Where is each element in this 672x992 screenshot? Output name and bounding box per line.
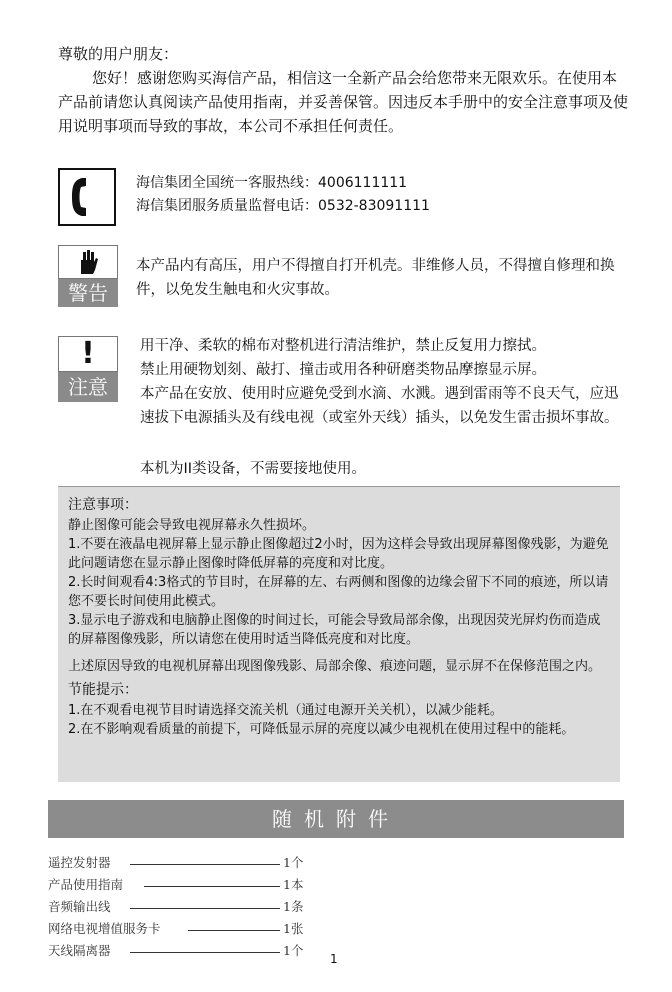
list-item <box>48 920 348 942</box>
warranty-note: 上述原因导致的电视机屏幕出现图像残影、局部余像、痕迹问题，显示屏不在保修范围之内。 <box>68 659 602 674</box>
notice-subheading: 静止图像可能会导致电视屏幕永久性损坏。 <box>68 518 316 533</box>
energy-item: 2.在不影响观看质量的前提下，可降低显示屏的亮度以减少电视机在使用过程中的能耗。 <box>68 722 575 737</box>
leader-line <box>130 864 280 865</box>
caution-text <box>140 334 630 430</box>
notice-panel <box>58 486 620 782</box>
accessory-name: 产品使用指南 <box>48 877 124 892</box>
caution-line: 用干净、柔软的棉布对整机进行清洁维护，禁止反复用力擦拭。 <box>140 338 546 354</box>
accessory-qty: 1条 <box>283 899 304 914</box>
caution-line: 本产品在安放、使用时应避免受到水滴、水溅。遇到雷雨等不良天气，应迅速拔下电源插头及有线电视（或室外天线）插头，以免发生雷击损坏事故。 <box>140 386 619 426</box>
list-item <box>48 876 348 898</box>
leader-line <box>188 930 280 931</box>
accessory-qty: 1个 <box>283 943 304 958</box>
page-number: 1 <box>330 952 338 966</box>
notice-item: 3.显示电子游戏和电脑静止图像的时间过长，可能会导致局部余像，出现因荧光屏灼伤而造成的屏幕图像残影，所以请您在使用时适当降低亮度和对比度。 <box>68 613 601 647</box>
energy-item: 1.在不观看电视节目时请选择交流关机（通过电源开关关机），以减少能耗。 <box>68 703 503 718</box>
caution-label: 注意 <box>58 372 118 402</box>
warning-text: 本产品内有高压，用户不得擅自打开机壳。非维修人员，不得擅自修理和换件，以免发生触电和火灾事故。 <box>136 258 615 298</box>
intro-section <box>58 42 628 138</box>
leader-line <box>130 908 280 909</box>
leader-line <box>144 886 280 887</box>
phone-icon <box>58 168 116 226</box>
hand-stop-icon <box>58 245 118 279</box>
warning-label: 警告 <box>58 279 118 307</box>
service-hotline: 海信集团全国统一客服热线：4006111111 <box>136 175 408 191</box>
accessory-qty: 1张 <box>283 921 304 936</box>
caution-line: 禁止用硬物划刻、敲打、撞击或用各种研磨类物品摩擦显示屏。 <box>140 362 546 378</box>
accessory-name: 天线隔离器 <box>48 943 111 958</box>
notice-item: 2.长时间观看4:3格式的节目时，在屏幕的左、右两侧和图像的边缘会留下不同的痕迹，所以请您不要长时间使用此模式。 <box>68 575 609 609</box>
accessory-name: 音频输出线 <box>48 899 111 914</box>
caution-badge <box>58 336 118 402</box>
accessory-qty: 1个 <box>283 855 304 870</box>
notice-heading: 注意事项： <box>68 497 138 513</box>
class2-note: 本机为II类设备，不需要接地使用。 <box>140 461 367 477</box>
warning-badge <box>58 245 118 307</box>
leader-line <box>130 952 280 953</box>
accessory-qty: 1本 <box>283 877 304 892</box>
accessories-list <box>48 854 348 964</box>
intro-body: 您好！感谢您购买海信产品，相信这一全新产品会给您带来无限欢乐。在使用本产品前请您认真阅读产品使用指南，并妥善保管。因违反本手册中的安全注意事项及使用说明事项而导致的事故，本公司不承担任何责任。 <box>58 69 629 135</box>
list-item <box>48 942 348 964</box>
list-item <box>48 898 348 920</box>
accessories-title: 随机附件 <box>48 800 624 838</box>
accessory-name: 网络电视增值服务卡 <box>48 921 161 936</box>
exclamation-icon: ! <box>58 336 118 372</box>
list-item <box>48 854 348 876</box>
notice-item: 1.不要在液晶电视屏幕上显示静止图像超过2小时，因为这样会导致出现屏幕图像残影，为避免此问题请您在显示静止图像时降低屏幕的亮度和对比度。 <box>68 537 609 571</box>
supervision-hotline: 海信集团服务质量监督电话：0532-83091111 <box>136 198 430 214</box>
hotline-info <box>136 172 430 218</box>
greeting: 尊敬的用户朋友： <box>58 45 179 63</box>
accessory-name: 遥控发射器 <box>48 855 111 870</box>
energy-heading: 节能提示： <box>68 682 138 698</box>
